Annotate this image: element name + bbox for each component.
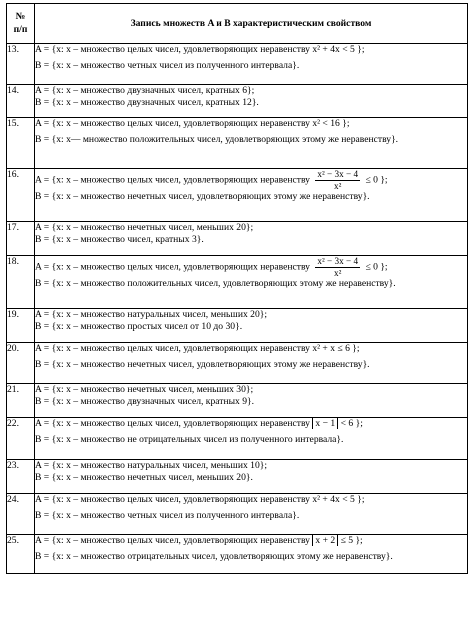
row-number: 20. bbox=[7, 343, 35, 384]
row-content bbox=[35, 222, 468, 256]
set-a-definition: A = {x: x – множество двузначных чисел, кратных 6}; bbox=[35, 85, 255, 96]
header-number-abbrev: п/п bbox=[13, 23, 28, 35]
absolute-value-expression: x + 2 bbox=[312, 535, 338, 546]
row-content bbox=[35, 256, 468, 309]
inequality-tail: < 6 }; bbox=[340, 418, 363, 429]
set-b-definition: B = {x: x – множество простых чисел от 10 до 30}. bbox=[35, 320, 243, 332]
row-content bbox=[35, 494, 468, 535]
table-row bbox=[7, 494, 468, 535]
table-row bbox=[7, 535, 468, 574]
set-a-definition bbox=[35, 418, 467, 430]
table-row bbox=[7, 118, 468, 169]
row-content bbox=[35, 384, 468, 418]
fraction-denominator: x² bbox=[334, 180, 342, 191]
row-number: 17. bbox=[7, 222, 35, 256]
set-a-definition: A = {x: x – множество целых чисел, удовлетворяющих неравенству x² + x ≤ 6 }; bbox=[35, 343, 360, 354]
fraction bbox=[315, 256, 360, 278]
table-header-row bbox=[7, 4, 468, 44]
set-b-definition: B = {x: x – множество двузначных чисел, кратных 12}. bbox=[35, 96, 259, 108]
set-a-text: A = {x: x – множество целых чисел, удовлетворяющих неравенству bbox=[35, 261, 310, 273]
row-content bbox=[35, 118, 468, 169]
set-b-definition: B = {x: x – множество четных чисел из полученного интервала}. bbox=[35, 59, 300, 71]
table-row bbox=[7, 256, 468, 309]
row-number: 15. bbox=[7, 118, 35, 169]
set-a-definition: A = {x: x – множество нечетных чисел, меньших 20}; bbox=[35, 222, 254, 233]
table-row bbox=[7, 85, 468, 118]
inequality-tail: ≤ 5 }; bbox=[340, 535, 363, 546]
table-row bbox=[7, 343, 468, 384]
row-content bbox=[35, 343, 468, 384]
set-b-definition: B = {x: x – множество двузначных чисел, кратных 9}. bbox=[35, 395, 255, 407]
set-a-definition: A = {x: x – множество натуральных чисел, меньших 20}; bbox=[35, 309, 268, 320]
table-row bbox=[7, 222, 468, 256]
set-a-definition: A = {x: x – множество целых чисел, удовлетворяющих неравенству x² + 4x < 5 }; bbox=[35, 44, 365, 55]
set-b-definition: B = {x: x – множество нечетных чисел, удовлетворяющих этому же неравенству}. bbox=[35, 191, 370, 203]
inequality-tail: ≤ 0 }; bbox=[365, 174, 388, 186]
fraction-numerator: x² − 3x − 4 bbox=[317, 169, 359, 179]
set-b-definition: B = {x: x— множество положительных чисел, удовлетворяющих этому же неравенству}. bbox=[35, 133, 399, 145]
row-number: 18. bbox=[7, 256, 35, 309]
table-row bbox=[7, 384, 468, 418]
set-a-definition bbox=[35, 169, 467, 191]
row-content bbox=[35, 309, 468, 343]
set-b-definition: B = {x: x – множество нечетных чисел, удовлетворяющих этому же неравенству}. bbox=[35, 358, 370, 370]
set-b-definition: B = {x: x – множество чисел, кратных 3}. bbox=[35, 233, 204, 245]
set-a-text: A = {x: x – множество целых чисел, удовлетворяющих неравенству bbox=[35, 418, 310, 429]
set-b-definition: B = {x: x – множество положительных чисел, удовлетворяющих этому же неравенству}. bbox=[35, 278, 396, 290]
fraction-numerator: x² − 3x − 4 bbox=[317, 256, 359, 266]
row-number: 25. bbox=[7, 535, 35, 574]
set-b-definition: B = {x: x – множество четных чисел из полученного интервала}. bbox=[35, 509, 300, 521]
table-row bbox=[7, 309, 468, 343]
set-b-definition: B = {x: x – множество нечетных чисел, меньших 20}. bbox=[35, 471, 253, 483]
row-number: 16. bbox=[7, 169, 35, 222]
absolute-value-expression: x − 1 bbox=[312, 418, 338, 429]
sets-table bbox=[6, 3, 468, 574]
set-a-definition: A = {x: x – множество нечетных чисел, меньших 30}; bbox=[35, 384, 254, 395]
row-number: 13. bbox=[7, 44, 35, 85]
row-content bbox=[35, 460, 468, 494]
row-content bbox=[35, 85, 468, 118]
set-a-definition: A = {x: x – множество целых чисел, удовлетворяющих неравенству x² + 4x < 5 }; bbox=[35, 494, 365, 505]
set-a-definition: A = {x: x – множество натуральных чисел, меньших 10}; bbox=[35, 460, 268, 471]
row-content bbox=[35, 44, 468, 85]
row-number: 24. bbox=[7, 494, 35, 535]
fraction-denominator: x² bbox=[334, 267, 342, 278]
header-number-symbol: № bbox=[15, 11, 26, 23]
table-row bbox=[7, 169, 468, 222]
table-row bbox=[7, 44, 468, 85]
set-a-text: A = {x: x – множество целых чисел, удовлетворяющих неравенству bbox=[35, 535, 310, 546]
set-a-text: A = {x: x – множество целых чисел, удовлетворяющих неравенству bbox=[35, 174, 310, 186]
header-number-cell bbox=[7, 4, 35, 44]
row-content bbox=[35, 535, 468, 574]
inequality-tail: ≤ 0 }; bbox=[365, 261, 388, 273]
row-content bbox=[35, 418, 468, 460]
set-b-definition: B = {x: x – множество не отрицательных чисел из полученного интервала}. bbox=[35, 433, 344, 445]
set-a-definition bbox=[35, 535, 467, 547]
set-a-definition bbox=[35, 256, 467, 278]
row-number: 14. bbox=[7, 85, 35, 118]
row-number: 21. bbox=[7, 384, 35, 418]
row-content bbox=[35, 169, 468, 222]
set-b-definition: B = {x: x – множество отрицательных чисел, удовлетворяющих этому же неравенству}. bbox=[35, 550, 393, 562]
row-number: 22. bbox=[7, 418, 35, 460]
table-row bbox=[7, 460, 468, 494]
table-row bbox=[7, 418, 468, 460]
header-title: Запись множеств A и B характеристическим свойством bbox=[35, 4, 468, 44]
row-number: 19. bbox=[7, 309, 35, 343]
set-a-definition: A = {x: x – множество целых чисел, удовлетворяющих неравенству x² < 16 }; bbox=[35, 118, 350, 129]
row-number: 23. bbox=[7, 460, 35, 494]
fraction bbox=[315, 169, 360, 191]
